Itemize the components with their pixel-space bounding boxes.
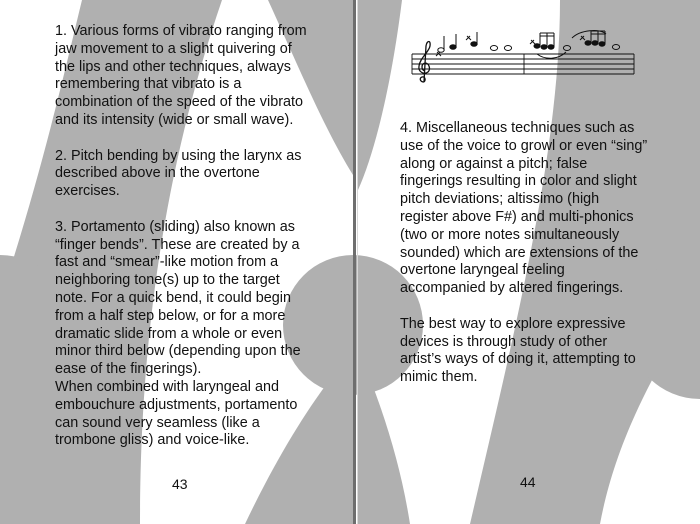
music-staff-notation bbox=[410, 26, 635, 88]
right-page bbox=[358, 0, 700, 524]
treble-clef-icon bbox=[419, 42, 430, 83]
page-number: 44 bbox=[520, 474, 536, 490]
paragraph-miscellaneous: 4. Miscellaneous techniques such as use of the voice to growl or even “sing” along or against a pitch; false fingerings resulting in color and slight pitch deviations; altissimo (high register above F#) and multi-phonics (two or more notes simultaneously sounded) which are extensions of the overtone laryngeal feeling accompanied by altered fingerings. bbox=[400, 120, 648, 297]
book-gutter bbox=[353, 0, 356, 524]
paragraph-best-way: The best way to explore expressive devices is through study of other artist’s ways of doing it, attempting to mimic them. bbox=[400, 315, 636, 386]
page-number: 43 bbox=[172, 476, 188, 492]
paragraph-laryngeal-combination: When combined with laryngeal and embouchure adjustments, portamento can sound very seamless (like a trombone gliss) and voice-like. bbox=[55, 378, 298, 449]
paragraph-pitch-bending: 2. Pitch bending by using the larynx as described above in the overtone exercises. bbox=[55, 147, 302, 200]
paragraph-vibrato: 1. Various forms of vibrato ranging from jaw movement to a slight quivering of the lips and other techniques, always remembering that vibrato is a combination of the speed of the vibrato and its intensity (wide or small wave). bbox=[55, 23, 307, 128]
paragraph-portamento: 3. Portamento (sliding) also known as “finger bends”. These are created by a fast and “smear”-like motion from a neighboring tone(s) up to the target note. For a quick bend, it could begin from a half step below, or for a more dramatic slide from a whole or even minor third below (depending upon the ease of the fingerings). bbox=[55, 218, 301, 378]
left-page-text bbox=[55, 23, 307, 450]
right-page-text bbox=[400, 120, 651, 387]
